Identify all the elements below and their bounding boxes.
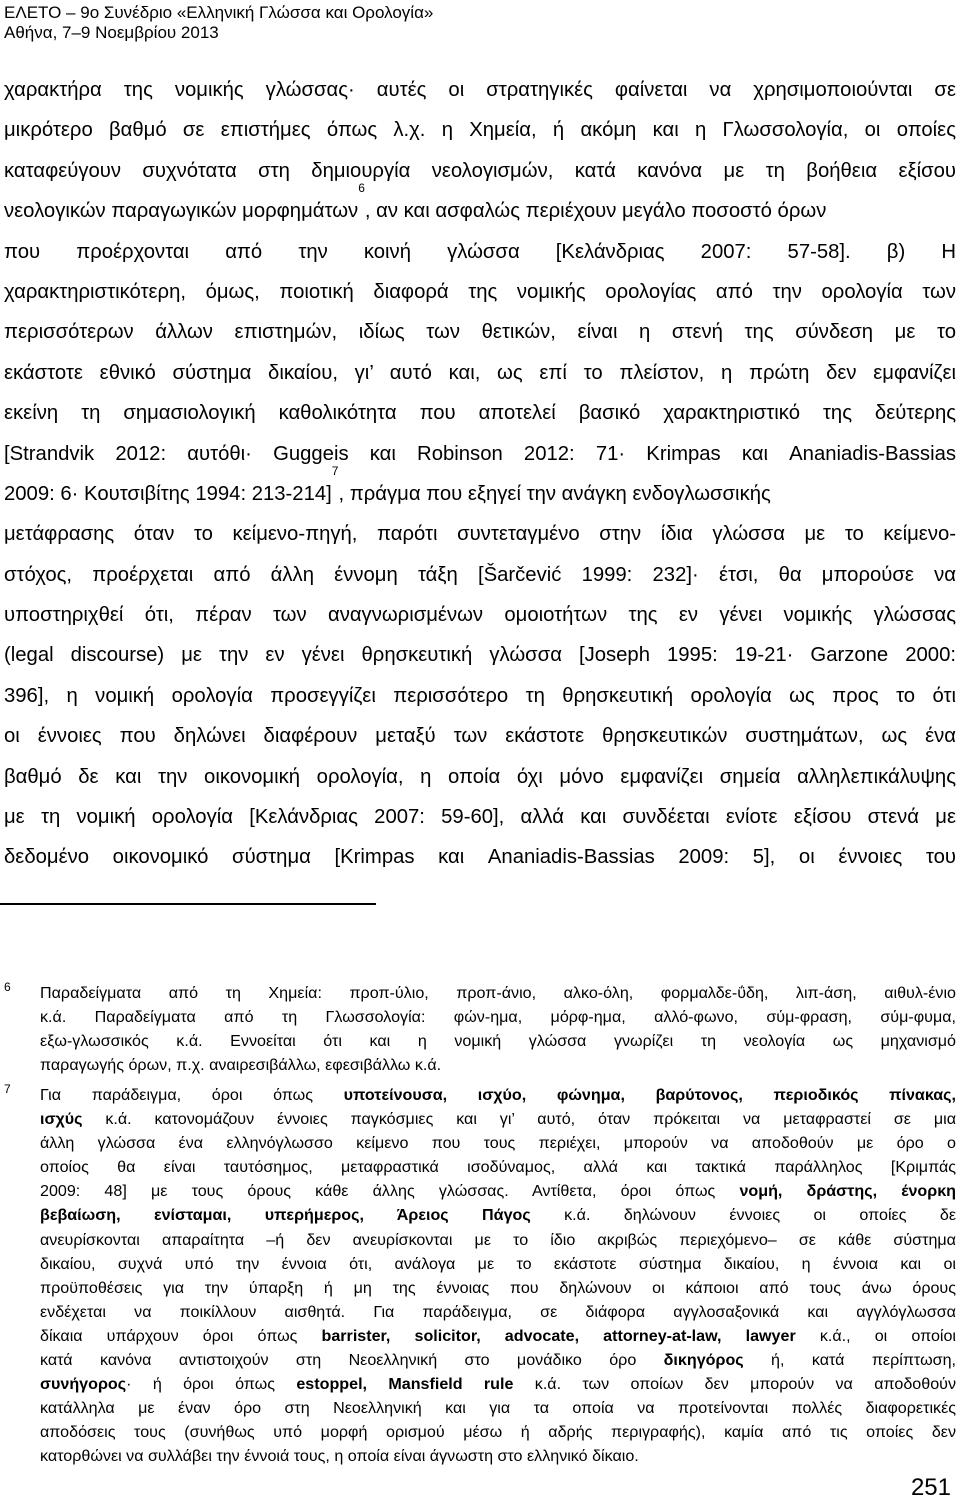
footnote-number: 7 [4, 1082, 11, 1096]
body-line: καταφεύγουν συχνότατα στη δημιουργία νεολογισμών, κατά κανόνα με τη βοήθεια εξίσου [4, 159, 956, 182]
header-title: ΕΛΕΤΟ – 9ο Συνέδριο «Ελληνική Γλώσσα και Ορολογία» [4, 3, 434, 22]
header-date: Αθήνα, 7–9 Νοεμβρίου 2013 [4, 23, 219, 42]
body-line: δεδομένο οικονομικό σύστημα [Krimpas και Ananiadis-Bassias 2009: 5], οι έννοιες του [4, 846, 956, 869]
footnote-text: Για παράδειγμα, όροι όπως υποτείνουσα, ισχύο, φώνημα, βαρύτονος, περιοδικός πίνακας, ισχύς κ.ά. κατονομάζουν έννοιες παγκόσμιες και γι’ αυτό, όταν πρόκειται να μεταφραστεί σε μια άλλη γλώσσα ένα ελληνόγλωσσο κείμενο που τους περιέχει, μπορούν να αποδοθούν με όρο ο οποίος θα είναι ταυτόσημος, μεταφραστικά ισοδύναμος, αλλά και τακτικά παράλληλος [Κριμπάς 2009: 48] με τους όρους κάθε άλλης γλώσσας. Αντίθετα, όροι όπως νομή, δράστης, ένορκη βεβαίωση, ενίσταμαι, υπερήμερος, Άρειος Πάγος κ.ά. δηλώνουν έννοιες οι οποίες δε ανευρίσκονται απαραίτητα –ή δεν ανευρίσκονται με το ίδιο ακριβώς περιεχόμενο– σε κάθε σύστημα δικαίου, συχνά υπό την έννοια ότι, ανάλογα με το εκάστοτε σύστημα δικαίου, η έννοια και οι προϋποθέσεις για την ύπαρξη ή μη της έννοιας που δηλώνουν οι κάποιοι από τους άνω όρους ενδέχεται να ποικίλλουν αισθητά. Για παράδειγμα, σε διάφορα αγγλοσαξονικά και αγγλόγλωσσα δίκαια υπάρχουν όροι όπως barrister, solicitor, advocate, attorney-at-law, lawyer κ.ά., οι οποίοι κατά κανόνα αντιστοιχούν στη Νεοελληνική στο μονάδικο όρο δικηγόρος ή, κατά περίπτωση, συνήγορος· ή όροι όπως estoppel, Mansfield rule κ.ά. των οποίων δεν μπορούν να αποδοθούν κατάλληλα με έναν όρο στη Νεοελληνική και για τα οποία να προτείνονται πολλές διαφορετικές αποδόσεις τους (συνήθως υπό μορφή ορισμού μέσω ή αδρής περιγραφής), καμία από τις οποίες δεν κατορθώνει να συλλάβει την έννοιά τους, η οποία είναι άγνωστη στο ελληνικό δίκαιο. [40, 1086, 957, 1466]
body-line: εκάστοτε εθνικό σύστημα δικαίου, γι’ αυτό και, ως επί το πλείστον, η πρώτη δεν εμφανίζει [4, 361, 956, 384]
running-header [4, 3, 433, 43]
body-line: χαρακτηριστικότερη, όμως, ποιοτική διαφορά της νομικής ορολογίας από την ορολογία των [4, 280, 956, 303]
footnote-text: Παραδείγματα από τη Χημεία: προπ-ύλιο, προπ-άνιο, αλκο-όλη, φορμαλδε-ΰδη, λιπ-άση, αιθυλ-ένιο κ.ά. Παραδείγματα από τη Γλωσσολογία: φών-ημα, μόρφ-ημα, αλλό-φωνο, σύμ-φραση, σύμ-φυμα, εξω-γλωσσικός κ.ά. Εννοείται ότι και η νομική γλώσσα γνωρίζει τη νεολογία ως μηχανισμό παραγωγής όρων, π.χ. αναιρεσιβάλλω, εφεσιβάλλω κ.ά. [40, 984, 956, 1075]
body-line: χαρακτήρα της νομικής γλώσσας· αυτές οι στρατηγικές φαίνεται να χρησιμοποιούνται σε [4, 79, 956, 101]
body-line: περισσότερων άλλων επιστημών, ιδίως των θετικών, είναι η στενή της σύνδεση με το [4, 321, 956, 344]
body-line: βαθμό δε και την οικονομική ορολογία, η οποία όχι μόνο εμφανίζει σημεία αλληλεπικάλυψης [4, 765, 956, 788]
body-line: με τη νομική ορολογία [Κελάνδριας 2007: 59-60], αλλά και συνδέεται ενίοτε εξίσου στενά με [4, 806, 956, 829]
main-paragraph [4, 70, 956, 878]
footnote-separator [0, 903, 376, 905]
body-line: μετάφρασης όταν το κείμενο-πηγή, παρότι συντεταγμένο στην ίδια γλώσσα με το κείμενο- [4, 523, 956, 546]
body-line: στόχος, προέρχεται από άλλη έννομη τάξη [Šarčević 1999: 232]· έτσι, θα μπορούσε να [4, 563, 956, 586]
body-line: 396], η νομική ορολογία προσεγγίζει περισσότερο τη θρησκευτική ορολογία ως προς το ότι [4, 684, 956, 707]
body-line: (legal discourse) με την εν γένει θρησκευτική γλώσσα [Joseph 1995: 19-21· Garzone 2000: [4, 644, 956, 667]
body-line: εκείνη τη σημασιολογική καθολικότητα που αποτελεί βασικό χαρακτηριστικό της δεύτερης [4, 402, 956, 425]
body-line: οι έννοιες που δηλώνει διαφέρουν μεταξύ των εκάστοτε θρησκευτικών συστημάτων, ως ένα [4, 725, 956, 748]
body-line: που προέρχονται από την κοινή γλώσσα [Κελάνδριας 2007: 57-58]. β) Η [4, 240, 956, 263]
footnote-number: 6 [4, 980, 11, 994]
footnote-6 [4, 981, 956, 1077]
footnote-ref-6[interactable]: 6 [358, 181, 365, 196]
footnote-7 [4, 1083, 956, 1469]
body-line: [Strandvik 2012: αυτόθι· Guggeis και Robinson 2012: 71· Krimpas και Ananiadis-Bassias [4, 442, 956, 465]
body-line: υποστηριχθεί ότι, πέραν των αναγνωρισμένων ομοιοτήτων της εν γένει νομικής γλώσσας [4, 604, 956, 627]
body-line: νεολογικών παραγωγικών μορφημάτων$^6$, αν και ασφαλώς περιέχουν μεγάλο ποσοστό όρων [4, 181, 827, 223]
body-line: 2009: 6· Κουτσιβίτης 1994: 213-214]$^7$, πράγμα που εξηγεί την ανάγκη ενδογλωσσικής [4, 463, 771, 505]
body-line: μικρότερο βαθμό σε επιστήμες όπως λ.χ. η Χημεία, ή ακόμη και η Γλωσσολογία, οι οποίες [4, 119, 956, 142]
page-number: 251 [910, 1474, 951, 1501]
footnote-ref-7[interactable]: 7 [331, 463, 339, 478]
